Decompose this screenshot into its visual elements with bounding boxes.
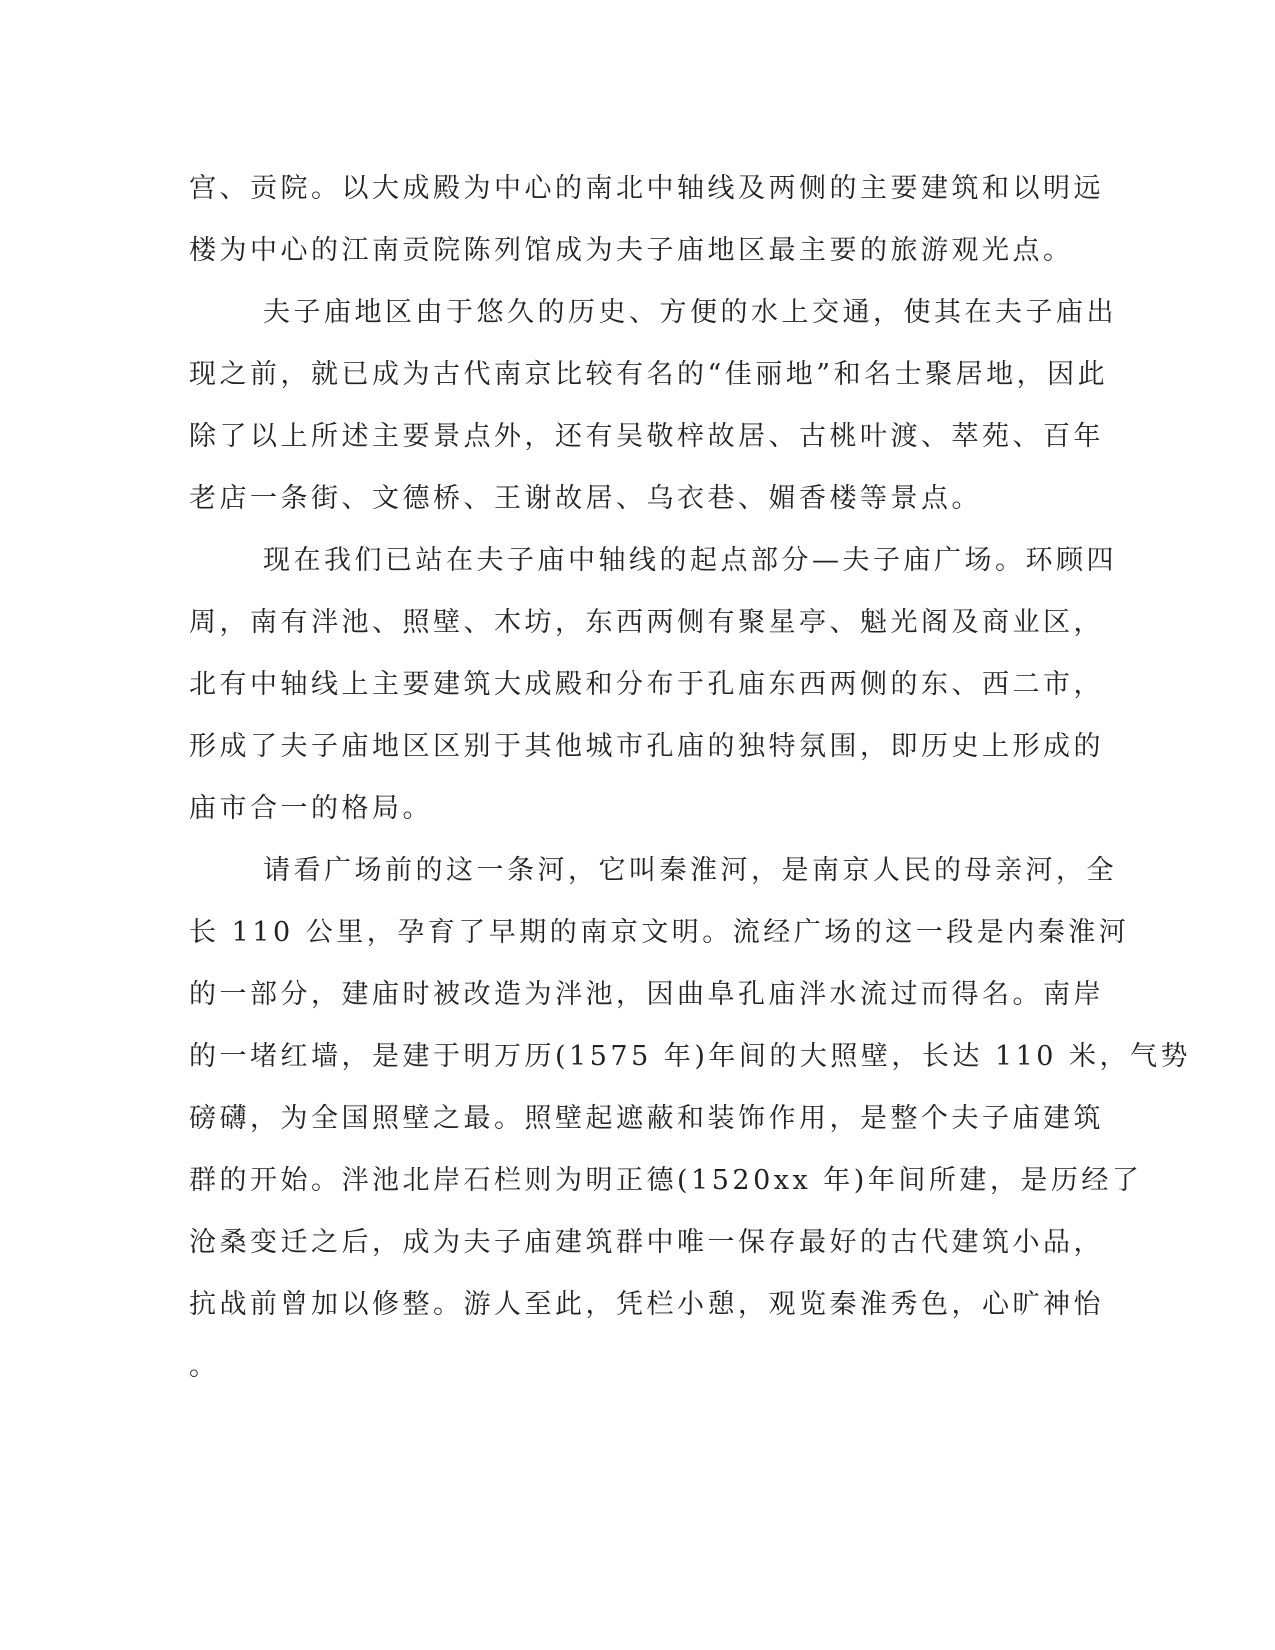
text-line: 宫、贡院。以大成殿为中心的南北中轴线及两侧的主要建筑和以明远 [189, 173, 1104, 204]
text-line: 沧桑变迁之后，成为夫子庙建筑群中唯一保存最好的古代建筑小品， [189, 1227, 1104, 1258]
text-line: 磅礴，为全国照壁之最。照壁起遮蔽和装饰作用，是整个夫子庙建筑 [189, 1103, 1104, 1134]
text-line: 。 [189, 1351, 220, 1382]
text-line: 群的开始。泮池北岸石栏则为明正德(1520xx 年)年间所建，是历经了 [189, 1165, 1143, 1196]
text-line: 长 110 公里，孕育了早期的南京文明。流经广场的这一段是内秦淮河 [189, 917, 1130, 948]
text-line: 形成了夫子庙地区区别于其他城市孔庙的独特氛围，即历史上形成的 [189, 731, 1104, 762]
text-line: 周，南有泮池、照壁、木坊，东西两侧有聚星亭、魁光阁及商业区， [189, 607, 1104, 638]
document-body [189, 158, 1192, 1398]
text-line: 除了以上所述主要景点外，还有吴敬梓故居、古桃叶渡、萃苑、百年 [189, 421, 1104, 452]
paragraph-first-line: 现在我们已站在夫子庙中轴线的起点部分—夫子庙广场。环顾四 [263, 545, 1117, 576]
text-line: 楼为中心的江南贡院陈列馆成为夫子庙地区最主要的旅游观光点。 [189, 235, 1074, 266]
text-line: 北有中轴线上主要建筑大成殿和分布于孔庙东西两侧的东、西二市， [189, 669, 1104, 700]
text-line: 的一部分，建庙时被改造为泮池，因曲阜孔庙泮水流过而得名。南岸 [189, 979, 1104, 1010]
text-line: 庙市合一的格局。 [189, 793, 433, 824]
text-line: 抗战前曾加以修整。游人至此，凭栏小憩，观览秦淮秀色，心旷神怡 [189, 1289, 1104, 1320]
text-line: 现之前，就已成为古代南京比较有名的“佳丽地”和名士聚居地，因此 [189, 359, 1109, 390]
text-line: 的一堵红墙，是建于明万历(1575 年)年间的大照壁，长达 110 米，气势 [189, 1041, 1192, 1072]
paragraph-first-line: 夫子庙地区由于悠久的历史、方便的水上交通，使其在夫子庙出 [263, 297, 1117, 328]
text-line: 老店一条街、文德桥、王谢故居、乌衣巷、媚香楼等景点。 [189, 483, 982, 514]
paragraph-first-line: 请看广场前的这一条河，它叫秦淮河，是南京人民的母亲河，全 [263, 855, 1117, 886]
